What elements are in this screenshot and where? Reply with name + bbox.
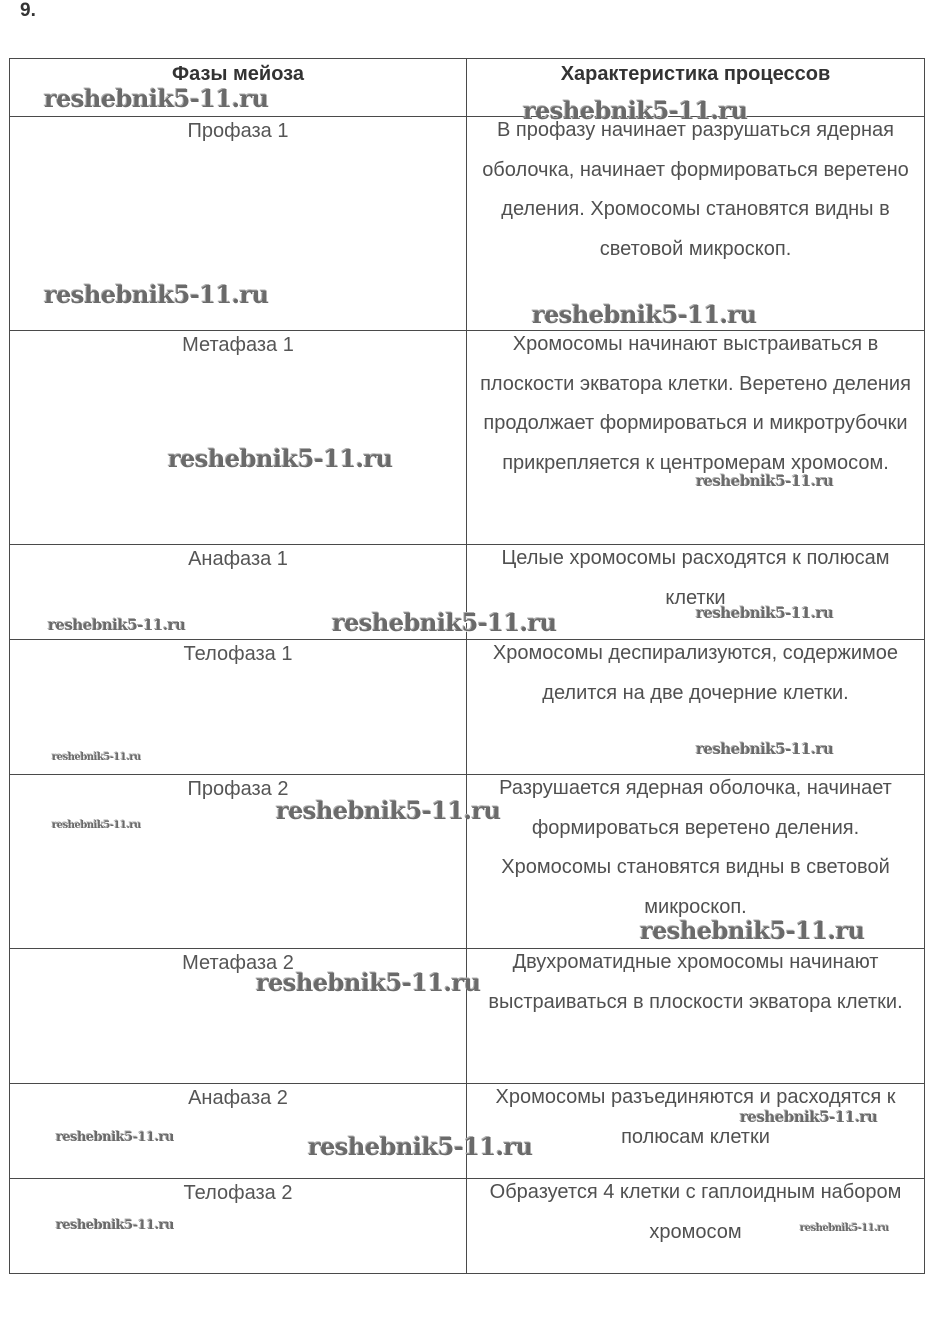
table-row	[10, 545, 925, 640]
phase-cell: Телофаза 2	[10, 1179, 467, 1274]
description-cell	[467, 775, 925, 949]
watermark: reshebnik5-11.ru	[52, 820, 141, 831]
watermark: reshebnik5-11.ru	[56, 1218, 175, 1233]
watermark: reshebnik5-11.ru	[44, 84, 269, 113]
description-cell	[467, 545, 925, 640]
phase-cell: Профаза 2	[10, 775, 467, 949]
description-text: В профазу начинает разрушаться ядерная оболочка, начинает формироваться веретено деления. Хромосомы становятся видны в световой микроскоп.	[482, 119, 909, 260]
watermark: reshebnik5-11.ru	[308, 1132, 533, 1161]
meiosis-phases-table	[9, 58, 925, 1274]
watermark: reshebnik5-11.ru	[56, 1130, 175, 1145]
description-text: Хромосомы деспирализуются, содержимое делится на две дочерние клетки.	[492, 642, 899, 704]
description-cell	[467, 1179, 925, 1274]
watermark: reshebnik5-11.ru	[332, 608, 557, 637]
watermark: reshebnik5-11.ru	[696, 740, 834, 758]
watermark: reshebnik5-11.ru	[52, 752, 141, 763]
table-row	[10, 117, 925, 331]
watermark: reshebnik5-11.ru	[696, 472, 834, 490]
table-row	[10, 775, 925, 949]
phase-cell: Профаза 1	[10, 117, 467, 331]
description-cell	[467, 640, 925, 775]
task-number: 9.	[20, 0, 36, 21]
table-row	[10, 949, 925, 1084]
table-header-row	[10, 59, 925, 117]
watermark: reshebnik5-11.ru	[800, 1223, 889, 1234]
table-row	[10, 640, 925, 775]
watermark: reshebnik5-11.ru	[276, 796, 501, 825]
description-cell	[467, 117, 925, 331]
watermark: reshebnik5-11.ru	[48, 616, 186, 634]
header-phases: Фазы мейоза	[10, 59, 467, 117]
table-row	[10, 1179, 925, 1274]
watermark: reshebnik5-11.ru	[168, 444, 393, 473]
phase-cell: Анафаза 1	[10, 545, 467, 640]
description-cell	[467, 331, 925, 545]
description-cell	[467, 1084, 925, 1179]
phase-cell: Метафаза 1	[10, 331, 467, 545]
table-row	[10, 1084, 925, 1179]
description-cell	[467, 949, 925, 1084]
phase-cell: Телофаза 1	[10, 640, 467, 775]
watermark: reshebnik5-11.ru	[696, 604, 834, 622]
description-text: Хромосомы начинают выстраиваться в плоскости экватора клетки. Веретено деления продолжает формироваться и микротрубочки прикрепляется к центромерам хромосом.	[480, 333, 911, 474]
description-text: Двухроматидные хромосомы начинают выстраиваться в плоскости экватора клетки.	[488, 951, 903, 1013]
description-text: Разрушается ядерная оболочка, начинает формироваться веретено деления. Хромосомы становятся видны в световой микроскоп.	[499, 777, 892, 918]
watermark: reshebnik5-11.ru	[256, 968, 481, 997]
table-row	[10, 331, 925, 545]
header-characteristics: Характеристика процессов	[467, 59, 925, 117]
watermark: reshebnik5-11.ru	[44, 280, 269, 309]
description-text: Образуется 4 клетки с гаплоидным набором хромосом	[489, 1181, 902, 1243]
watermark: reshebnik5-11.ru	[532, 300, 757, 329]
phase-cell: Метафаза 2	[10, 949, 467, 1084]
watermark: reshebnik5-11.ru	[640, 916, 865, 945]
description-text: Хромосомы разъединяются и расходятся к полюсам клетки	[495, 1086, 896, 1148]
watermark: reshebnik5-11.ru	[740, 1108, 878, 1126]
phase-cell: Анафаза 2	[10, 1084, 467, 1179]
description-text: Целые хромосомы расходятся к полюсам клетки	[501, 547, 890, 609]
watermark: reshebnik5-11.ru	[523, 96, 748, 125]
